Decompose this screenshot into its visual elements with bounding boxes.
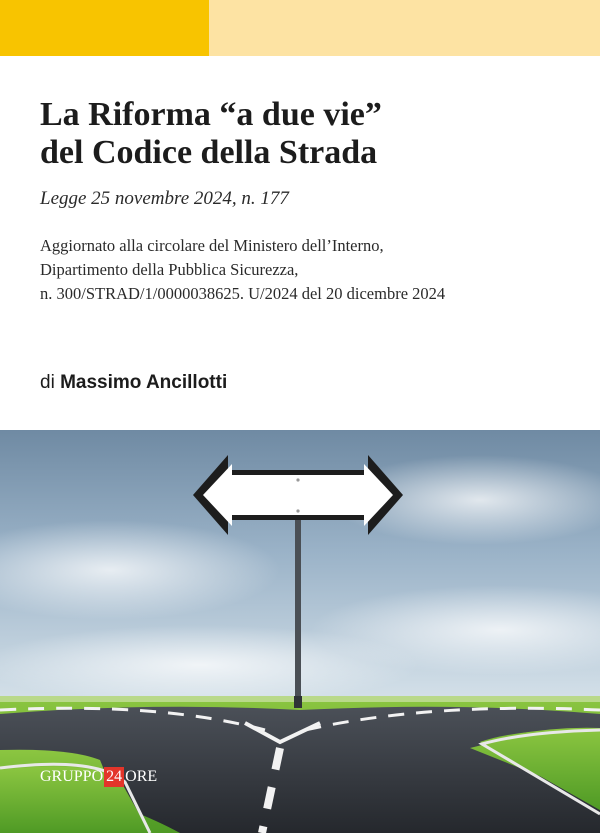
author-line bbox=[40, 372, 227, 394]
top-bar-right bbox=[209, 0, 600, 56]
book-subtitle: Legge 25 novembre 2024, n. 177 bbox=[40, 188, 289, 209]
sign-pole bbox=[295, 518, 301, 708]
author-name: Massimo Ancillotti bbox=[60, 372, 228, 393]
update-note bbox=[40, 234, 580, 306]
publisher-logo bbox=[40, 766, 157, 788]
cloud bbox=[0, 625, 420, 705]
book-title bbox=[40, 96, 580, 172]
publisher-logo-suffix: ORE bbox=[125, 768, 158, 785]
author-prefix: di bbox=[40, 372, 55, 393]
sign-pole-base bbox=[294, 696, 302, 708]
update-note-line-3: n. 300/STRAD/1/0000038625. U/2024 del 20 dicembre 2024 bbox=[40, 284, 446, 303]
update-note-line-2: Dipartimento della Pubblica Sicurezza, bbox=[40, 260, 299, 279]
publisher-logo-number: 24 bbox=[106, 768, 123, 785]
book-title-line-2: del Codice della Strada bbox=[40, 134, 378, 171]
top-bar-left bbox=[0, 0, 209, 56]
top-color-bar bbox=[0, 0, 600, 56]
book-title-line-1: La Riforma “a due vie” bbox=[40, 96, 382, 133]
publisher-logo-prefix: GRUPPO bbox=[40, 768, 104, 785]
update-note-line-1: Aggiornato alla circolare del Ministero dell’Interno, bbox=[40, 236, 384, 255]
